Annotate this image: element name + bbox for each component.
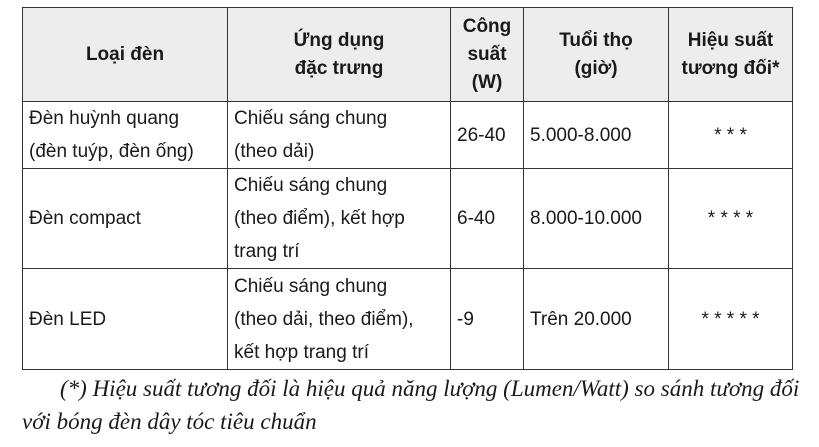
application-cell: Chiếu sáng chung (theo điểm), kết hợp trang trí	[228, 169, 451, 269]
table-row	[23, 102, 793, 169]
application-cell: Chiếu sáng chung (theo dải)	[228, 102, 451, 169]
lamp-type-cell: Đèn LED	[23, 269, 228, 370]
footnote-text: (*) Hiệu suất tương đối là hiệu quả năng lượng (Lumen/Watt) so sánh tương đối với bóng đèn dây tóc tiêu chuẩn	[22, 376, 800, 434]
application-cell: Chiếu sáng chung (theo dải, theo điểm), kết hợp trang trí	[228, 269, 451, 370]
lifespan-cell: 8.000-10.000	[524, 169, 669, 269]
header-power: Công suất (W)	[451, 8, 524, 102]
lifespan-cell: Trên 20.000	[524, 269, 669, 370]
efficiency-cell: * * * *	[669, 169, 793, 269]
power-cell: -9	[451, 269, 524, 370]
power-cell: 6-40	[451, 169, 524, 269]
header-application: Ứng dụng đặc trưng	[228, 8, 451, 102]
lamp-type-cell: Đèn huỳnh quang (đèn tuýp, đèn ống)	[23, 102, 228, 169]
lamp-comparison-table	[22, 7, 793, 370]
lamp-type-cell: Đèn compact	[23, 169, 228, 269]
table-row	[23, 169, 793, 269]
header-lamp-type: Loại đèn	[23, 8, 228, 102]
lifespan-cell: 5.000-8.000	[524, 102, 669, 169]
table-row	[23, 269, 793, 370]
efficiency-cell: * * *	[669, 102, 793, 169]
header-lifespan: Tuổi thọ (giờ)	[524, 8, 669, 102]
header-efficiency: Hiệu suất tương đối*	[669, 8, 793, 102]
header-row	[23, 8, 793, 102]
footnote	[22, 372, 817, 438]
efficiency-cell: * * * * *	[669, 269, 793, 370]
power-cell: 26-40	[451, 102, 524, 169]
